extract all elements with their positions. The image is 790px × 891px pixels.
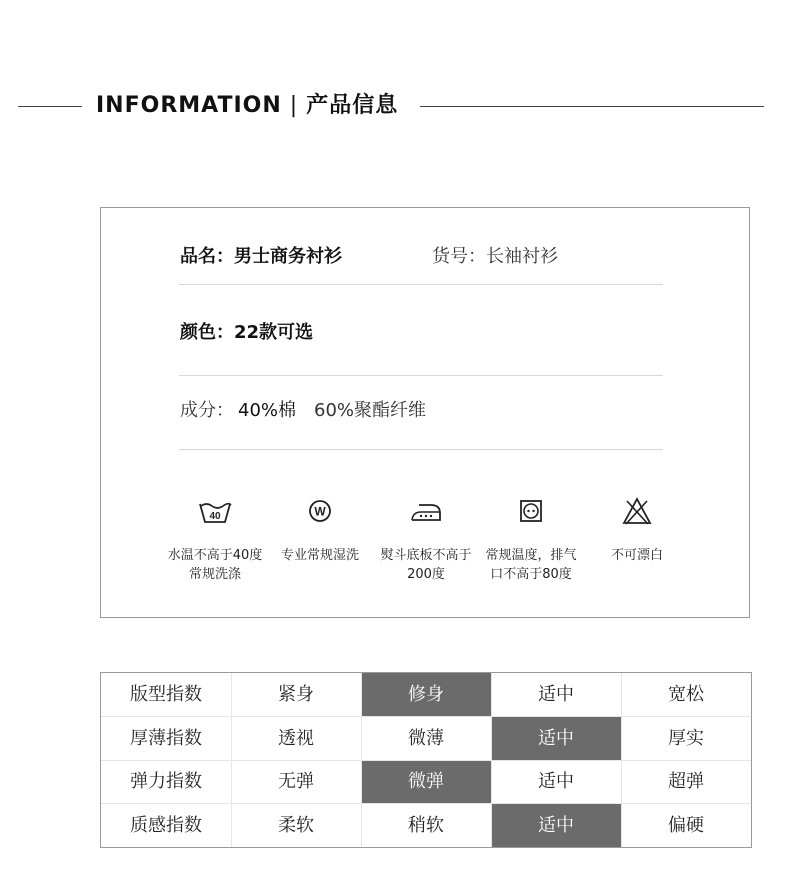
material-value-polyester: 60%聚酯纤维 [314,400,427,421]
option-cell-selected: 微弹 [361,760,491,804]
row-label: 厚薄指数 [130,727,202,749]
table-grid-line [231,673,232,847]
option-cell: 厚实 [668,727,704,749]
sku-row [432,242,558,268]
product-name-label: 品名： [180,246,234,267]
table-grid-line [101,716,751,717]
title-en: INFORMATION [96,93,282,118]
section-title [96,90,398,122]
option-cell-selected: 适中 [491,804,621,848]
table-grid-line [361,673,362,847]
row-label: 版型指数 [130,684,202,705]
care-text-line1: 熨斗底板不高于 [380,548,472,563]
option-cell-selected: 适中 [491,717,621,761]
care-text-line1: 专业常规湿洗 [280,548,359,563]
table-row [101,717,751,761]
table-row [101,760,751,804]
index-table [100,672,752,848]
care-text-line2: 口不高于80度 [490,567,572,582]
option-cell: 偏硬 [668,814,704,836]
divider [179,375,663,376]
care-text-line2: 200度 [407,567,445,582]
care-wet-clean [260,496,380,565]
color-value: 22款可选 [234,322,314,343]
iron-icon [409,496,443,526]
care-no-bleach [577,496,697,565]
product-name-row [180,242,342,268]
svg-text:40: 40 [209,511,221,522]
option-cell: 柔软 [278,814,314,836]
product-info-box [100,207,750,618]
option-cell: 透视 [278,727,314,749]
option-cell: 无弹 [278,771,314,792]
option-cell: 适中 [538,771,574,792]
table-grid-line [621,673,622,847]
table-grid-line [101,803,751,804]
material-label: 成分： [180,400,234,421]
care-iron [366,496,486,584]
option-cell: 超弹 [668,771,704,792]
divider [179,449,663,450]
sku-label: 货号： [432,246,486,267]
svg-text:W: W [314,504,326,519]
header-rule-left [18,106,82,107]
table-grid-line [101,760,751,761]
care-text-line1: 水温不高于40度 [167,548,263,563]
row-label: 弹力指数 [130,771,202,792]
sku-value: 长袖衬衫 [486,246,558,267]
option-cell-selected: 修身 [361,673,491,717]
option-cell: 宽松 [668,684,704,705]
color-row [180,318,313,344]
care-tumble-dry [471,496,591,584]
table-row [101,673,751,717]
care-text-line1: 不可漂白 [610,548,663,563]
product-name-value: 男士商务衬衫 [234,246,342,267]
option-cell: 微薄 [408,727,444,749]
title-separator: | [289,93,299,118]
section-header [0,86,790,126]
wash-40-icon [198,496,232,526]
color-label: 颜色： [180,322,234,343]
header-rule-right [420,106,764,107]
material-row [180,396,426,422]
title-cn: 产品信息 [306,93,399,118]
option-cell: 适中 [538,684,574,705]
divider [179,284,663,285]
tumble-dry-icon [514,496,548,526]
care-text-line1: 常规温度，排气 [485,548,577,563]
option-cell: 紧身 [278,684,314,705]
no-bleach-icon [620,496,654,526]
option-cell: 稍软 [408,814,444,836]
table-row [101,804,751,848]
care-wash-40 [155,496,275,584]
row-label: 质感指数 [130,814,202,836]
care-text-line2: 常规洗涤 [188,567,241,582]
table-grid-line [491,673,492,847]
professional-wet-clean-icon [303,496,337,526]
material-value-cotton: 40%棉 [238,400,297,421]
